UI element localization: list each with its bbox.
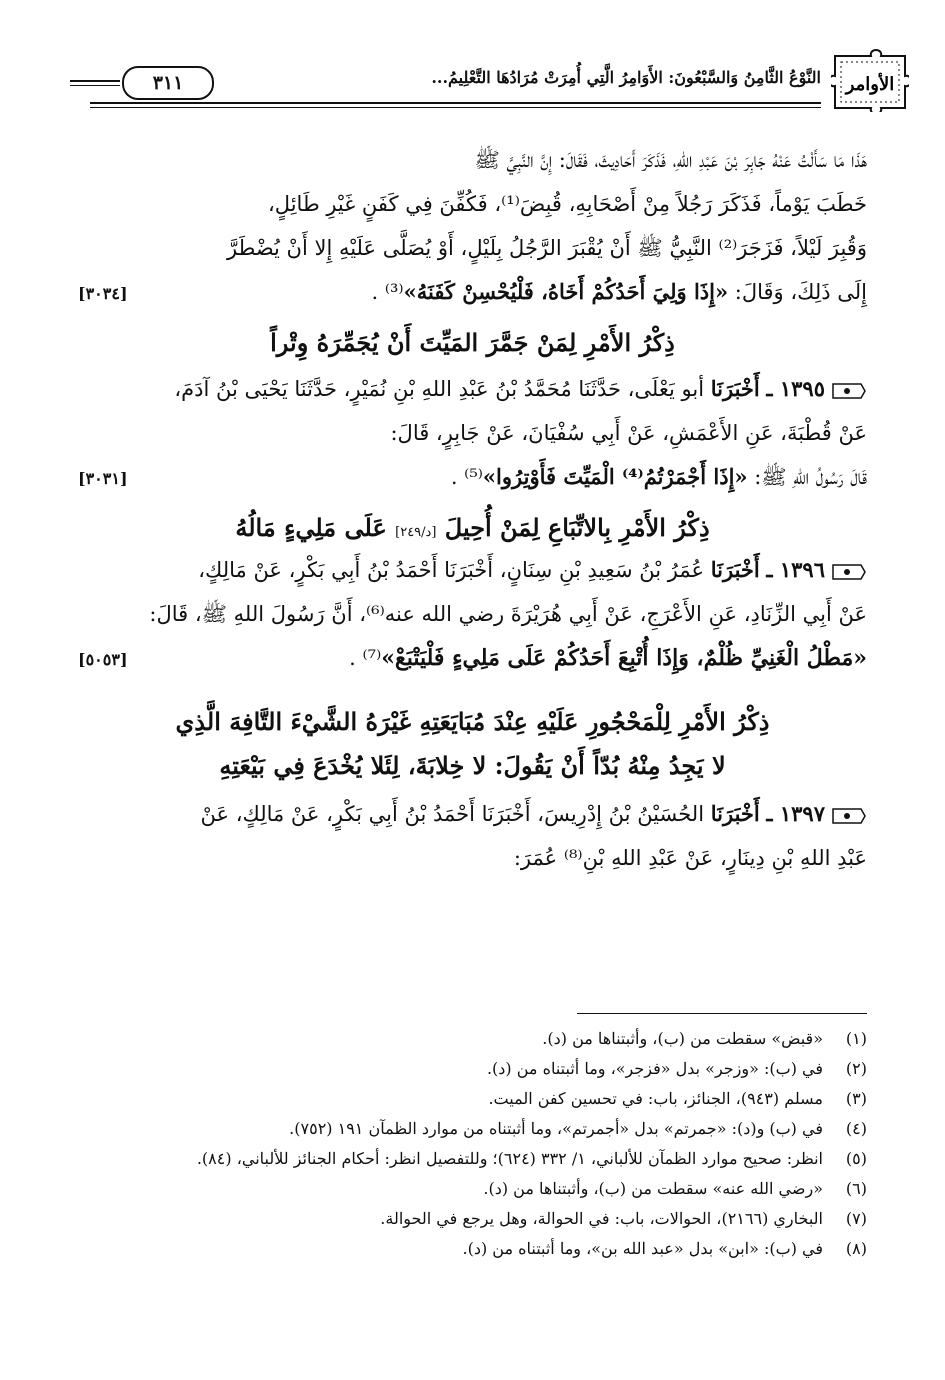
footnote-text: انظر: صحيح موارد الظمآن للألباني، ١/ ٣٣٢ (٦٢٤)؛ وللتفصيل انظر: أحكام الجنائز للألباني، (٨٤). (196, 1149, 823, 1168)
footnote-text: البخاري (٢١٦٦)، الحوالات، باب: في الحوالة، وهل يرجع في الحوالة. (380, 1209, 823, 1228)
ref-3031: [٣٠٣١] (78, 469, 128, 488)
heading3-line1: ذِكْرُ الأَمْرِ لِلْمَحْجُورِ عَلَيْهِ عِنْدَ مُبَايَعَتِهِ غَيْرَهُ الشَّيْءَ التَّافِهَ الَّذِي (175, 707, 770, 736)
footnote (78, 1204, 867, 1234)
hadith-text-2: «إِذَا أَجْمَرْتُمُ⁽⁴⁾ الْمَيِّتَ فَأَوْتِرُوا» (482, 464, 748, 489)
akhbarana-1395: أَخْبَرَنَا (710, 376, 760, 401)
footnote-text: في (ب): «وزجر» بدل «فزجر»، وما أثبتناه من (د). (486, 1059, 823, 1078)
hadith-number-1397: ١٣٩٧ ـ (766, 801, 825, 826)
hadith1395-line1: أبو يَعْلَى، حَدَّثَنَا مُحَمَّدُ بْنُ عَبْدِ اللهِ بْنِ نُمَيْرٍ، حَدَّثَنَا يَحْيَى بْنُ آدَمَ، (174, 377, 705, 401)
hadith1396-line1: عُمَرُ بْنُ سَعِيدِ بْنِ سِنَانٍ، أَخْبَرَنَا أَحْمَدُ بْنُ أَبِي بَكْرٍ، عَنْ مَالِكٍ، (198, 558, 705, 582)
footnote-number: (٧) (845, 1209, 867, 1228)
hadith-1395 (78, 367, 867, 499)
para1-line4-c: ⁽³⁾ . (371, 280, 404, 304)
hadith-marker-icon (831, 561, 867, 583)
hadith1395-line3-c: ⁽⁵⁾ . (450, 465, 483, 489)
header-rule-left (70, 80, 120, 86)
footnote-number: (٨) (845, 1239, 867, 1258)
heading3-line2: لا يَجِدُ مِنْهُ بُدّاً أَنْ يَقُولَ: لا خِلابَةَ، لِئَلا يُخْدَعَ فِي بَيْعَتِهِ (219, 751, 726, 780)
footnote (78, 1054, 867, 1084)
footnote-rule (577, 1013, 867, 1014)
hadith1395-line2: عَنْ قُطْبَةَ، عَنِ الأَعْمَشِ، عَنْ أَبِي سُفْيَانَ، عَنْ جَابِرٍ، قَالَ: (390, 421, 867, 445)
chapter-heading-2 (78, 513, 867, 542)
footnote (78, 1234, 867, 1264)
chapter-heading-3 (78, 700, 867, 788)
heading2-part-a: ذِكْرُ الأَمْرِ بِالاتِّبَاعِ لِمَنْ أُحِيلَ (444, 513, 710, 542)
para1-line2: خَطَبَ يَوْماً، فَذَكَرَ رَجُلاً مِنْ أَصْحَابِهِ، قُبِضَ⁽¹⁾، فَكُفِّنَ فِي كَفَنٍ غَيْرِ طَائِلٍ، (268, 192, 867, 216)
footnote-text: في (ب): «ابن» بدل «عبد الله بن»، وما أثبتناه من (د). (462, 1239, 823, 1258)
hadith-text-3: «مَطْلُ الْغَنِيِّ ظُلْمٌ، وَإِذَا أُتْبِعَ أَحَدُكُمْ عَلَى مَلِيءٍ فَلْيَتْبَعْ» (381, 645, 867, 671)
main-text (78, 138, 867, 880)
footnote-text: مسلم (٩٤٣)، الجنائز، باب: في تحسين كفن الميت. (488, 1089, 823, 1108)
footnote-number: (١) (845, 1029, 867, 1048)
footnote-number: (٥) (845, 1149, 867, 1168)
para1-line4-a: إِلَى ذَلِكَ، وَقَالَ: (728, 280, 867, 304)
running-title: النَّوْعُ الثَّامِنُ وَالسَّبْعُونَ: الأَوَامِرُ الَّتِي أُمِرَتْ مُرَادُهَا التَّعْلِيمُ... (431, 68, 821, 87)
footnote (78, 1114, 867, 1144)
hadith1396-line3-c: ⁽⁷⁾ . (349, 646, 382, 670)
footnote (78, 1024, 867, 1054)
footnote (78, 1174, 867, 1204)
page-number: ٣١١ (122, 66, 214, 100)
header-rule (90, 102, 821, 108)
footnote-number: (٣) (845, 1089, 867, 1108)
para1-line3: وَقُبِرَ لَيْلاً، فَزَجَرَ⁽²⁾ النَّبِيُّ ﷺ أَنْ يُقْبَرَ الرَّجُلُ بِلَيْلٍ، أَوْ يُصَلَّى عَلَيْهِ إِلا أَنْ يُضْطَرَّ (227, 236, 867, 260)
hadith-number-1396: ١٣٩٦ ـ (766, 557, 825, 582)
ref-5053: [٥٠٥٣] (78, 650, 128, 669)
footnotes (78, 1024, 867, 1264)
para1-line1: هَذَا مَا سَأَلْتُ عَنْهُ جَابِرَ بْنَ عَبْدِ اللهِ، فَذَكَرَ أَحَادِيثَ، فَقَالَ: إِنَّ النَّبِيَّ ﷺ (474, 148, 867, 172)
hadith1396-line2: عَنْ أَبِي الزِّنَادِ، عَنِ الأَعْرَجِ، عَنْ أَبِي هُرَيْرَةَ رضي الله عنه⁽⁶⁾، أَنَّ رَسُولَ اللهِ ﷺ، قَالَ: (149, 602, 867, 626)
badge-text: الأوامر (845, 74, 895, 95)
heading2-part-b: عَلَى مَلِيءٍ مَالُهُ (235, 513, 387, 542)
footnote-text: «رضي الله عنه» سقطت من (ب)، وأثبتناها من (د). (483, 1179, 823, 1198)
hadith1395-line3-a: قَالَ رَسُولُ اللهِ ﷺ: (747, 465, 867, 489)
footnote (78, 1084, 867, 1114)
hadith-1397 (78, 792, 867, 880)
footnote-number: (٢) (845, 1059, 867, 1078)
footnote-number: (٦) (845, 1179, 867, 1198)
hadith-text-1: «إِذَا وَلِيَ أَحَدُكُمْ أَخَاهُ، فَلْيُحْسِنْ كَفَنَهُ» (403, 279, 729, 304)
hadith1397-line1: الحُسَيْنُ بْنُ إِدْرِيسَ، أَخْبَرَنَا أَحْمَدُ بْنُ أَبِي بَكْرٍ، عَنْ مَالِكٍ، عَنْ (200, 802, 705, 826)
hadith-1396 (78, 548, 867, 680)
chapter-puzzle-badge-icon (831, 46, 909, 112)
hadith-marker-icon (831, 805, 867, 827)
footnote-text: «قبض» سقطت من (ب)، وأثبتناها من (د). (542, 1029, 823, 1048)
akhbarana-1396: أَخْبَرَنَا (710, 557, 760, 582)
akhbarana-1397: أَخْبَرَنَا (710, 801, 760, 826)
page-header (70, 62, 909, 114)
hadith-number-1395: ١٣٩٥ ـ (766, 376, 825, 401)
ref-3034: [٣٠٣٤] (78, 284, 128, 303)
hadith-marker-icon (831, 380, 867, 402)
manuscript-mark: [د/٢٤٩] (395, 525, 437, 540)
footnote (78, 1144, 867, 1174)
chapter-heading-1: ذِكْرُ الأَمْرِ لِمَنْ جَمَّرَ المَيِّتَ أَنْ يُجَمِّرَهُ وِتْراً (270, 328, 675, 357)
para-continuation (78, 138, 867, 314)
hadith1397-line2: عَبْدِ اللهِ بْنِ دِينَارٍ، عَنْ عَبْدِ اللهِ بْنِ⁽⁸⁾ عُمَرَ: (513, 846, 867, 870)
footnote-text: في (ب) و(د): «جمرتم» بدل «أجمرتم»، وما أثبتناه من موارد الظمآن ١٩١ (٧٥٢). (289, 1119, 823, 1138)
footnote-number: (٤) (845, 1119, 867, 1138)
